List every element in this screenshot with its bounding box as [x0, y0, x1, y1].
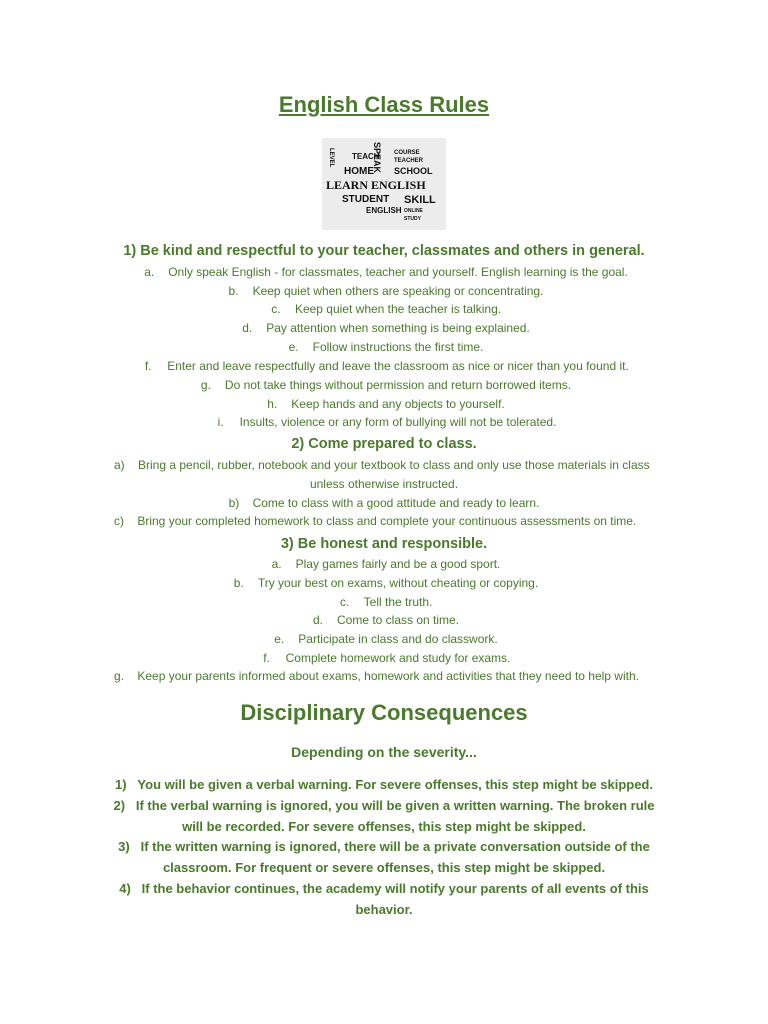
list-item	[0, 651, 768, 665]
list-marker: a)	[114, 458, 125, 472]
list-item	[0, 613, 768, 627]
list-item	[0, 496, 768, 510]
word-cloud-word: HOME	[344, 166, 374, 177]
word-cloud-word: TEACHER	[394, 158, 424, 164]
word-cloud-word: ONLINE	[404, 208, 423, 214]
list-item	[114, 669, 639, 683]
consequence-item	[0, 881, 768, 896]
list-marker: 1)	[115, 777, 127, 792]
list-text: Participate in class and do classwork.	[298, 632, 498, 646]
list-item	[114, 514, 636, 528]
word-cloud-word: ENGLISH	[366, 206, 402, 215]
list-text: If the behavior continues, the academy will notify your parents of all events of this	[141, 881, 649, 896]
list-text: Complete homework and study for exams.	[285, 651, 511, 665]
consequence-item	[0, 777, 768, 792]
word-cloud-word: STUDY	[404, 216, 421, 222]
list-text: If the verbal warning is ignored, you will be given a written warning. The broken rule	[135, 798, 655, 813]
list-text: Insults, violence or any form of bullying will not be tolerated.	[239, 415, 557, 429]
list-marker: i.	[217, 415, 224, 429]
list-text: Bring your completed homework to class and complete your continuous assessments on time.	[137, 514, 637, 528]
list-item	[0, 321, 768, 335]
section-2-heading: 2) Come prepared to class.	[291, 436, 477, 452]
list-marker: 4)	[119, 881, 131, 896]
list-marker: c)	[114, 514, 124, 528]
list-marker: a.	[144, 265, 155, 279]
list-marker: d.	[312, 613, 323, 627]
list-text: Keep hands and any objects to yourself.	[291, 397, 505, 411]
list-marker: g.	[114, 669, 125, 683]
list-text: Keep your parents informed about exams, homework and activities that they need to help with.	[137, 669, 639, 683]
word-cloud-word: TEACH	[352, 152, 380, 161]
page-title: English Class Rules	[278, 92, 490, 117]
list-text: Bring a pencil, rubber, notebook and your textbook to class and only use those materials in class	[138, 458, 650, 472]
list-marker: h.	[267, 397, 278, 411]
list-item	[0, 576, 768, 590]
list-text: Follow instructions the first time.	[312, 340, 484, 354]
list-item	[0, 359, 768, 373]
word-cloud-word: SKILL	[404, 194, 436, 206]
list-text: You will be given a verbal warning. For severe offenses, this step might be skipped.	[137, 777, 653, 792]
list-item	[0, 632, 768, 646]
list-marker: b)	[228, 496, 240, 510]
list-text: Only speak English - for classmates, teacher and yourself. English learning is the goal.	[168, 265, 628, 279]
word-cloud-word: LEARN ENGLISH	[326, 178, 426, 192]
list-text: Try your best on exams, without cheating or copying.	[257, 576, 539, 590]
list-marker: c.	[271, 302, 281, 316]
list-marker: a.	[271, 557, 282, 571]
list-marker: f.	[144, 359, 152, 373]
list-marker: e.	[288, 340, 299, 354]
list-item	[0, 378, 768, 392]
consequence-item	[0, 839, 768, 854]
list-item	[0, 397, 768, 411]
list-item	[0, 340, 768, 354]
list-marker: b.	[228, 284, 239, 298]
list-text: Pay attention when something is being explained.	[266, 321, 530, 335]
list-marker: b.	[233, 576, 244, 590]
list-text: If the written warning is ignored, there will be a private conversation outside of the	[140, 839, 650, 854]
list-text: Do not take things without permission and return borrowed items.	[224, 378, 572, 392]
consequences-subheading: Depending on the severity...	[291, 744, 477, 760]
word-cloud-word: LEVEL	[328, 148, 334, 168]
word-cloud-word: COURSE	[394, 150, 420, 156]
list-marker: c.	[339, 595, 350, 609]
list-marker: f.	[263, 651, 270, 665]
list-item	[0, 595, 768, 609]
list-item	[0, 302, 768, 316]
list-marker: 2)	[113, 798, 126, 813]
list-marker: 3)	[118, 839, 130, 854]
list-text: Enter and leave respectfully and leave the classroom as nice or nicer than you found it.	[167, 359, 629, 373]
section-1-heading: 1) Be kind and respectful to your teacher, classmates and others in general.	[123, 243, 645, 259]
word-cloud-word: STUDENT	[342, 194, 390, 205]
list-marker: d.	[242, 321, 253, 335]
list-text: Play games fairly and be a good sport.	[295, 557, 501, 571]
consequence-item-continuation: behavior.	[355, 902, 413, 917]
list-item	[0, 265, 768, 279]
consequences-heading: Disciplinary Consequences	[240, 700, 528, 725]
list-item	[0, 284, 768, 298]
list-text: Come to class on time.	[336, 613, 460, 627]
list-text: Keep quiet when the teacher is talking.	[294, 302, 502, 316]
section-3-heading: 3) Be honest and responsible.	[280, 536, 488, 552]
list-text: Keep quiet when others are speaking or concentrating.	[252, 284, 544, 298]
list-item-continuation: unless otherwise instructed.	[309, 477, 459, 491]
list-text: Tell the truth.	[363, 595, 433, 609]
list-text: Come to class with a good attitude and ready to learn.	[252, 496, 540, 510]
list-item	[0, 557, 768, 571]
word-cloud-word: SPEAK	[372, 142, 382, 174]
consequence-item-continuation: classroom. For frequent or severe offenses, this step might be skipped.	[162, 860, 606, 875]
consequence-item	[0, 798, 768, 813]
word-cloud-image	[322, 138, 446, 230]
list-marker: e.	[274, 632, 285, 646]
list-item	[0, 415, 768, 429]
consequence-item-continuation: will be recorded. For severe offenses, this step might be skipped.	[182, 819, 586, 834]
word-cloud-word: SCHOOL	[394, 166, 433, 176]
list-marker: g.	[200, 378, 211, 392]
list-item	[114, 458, 650, 472]
